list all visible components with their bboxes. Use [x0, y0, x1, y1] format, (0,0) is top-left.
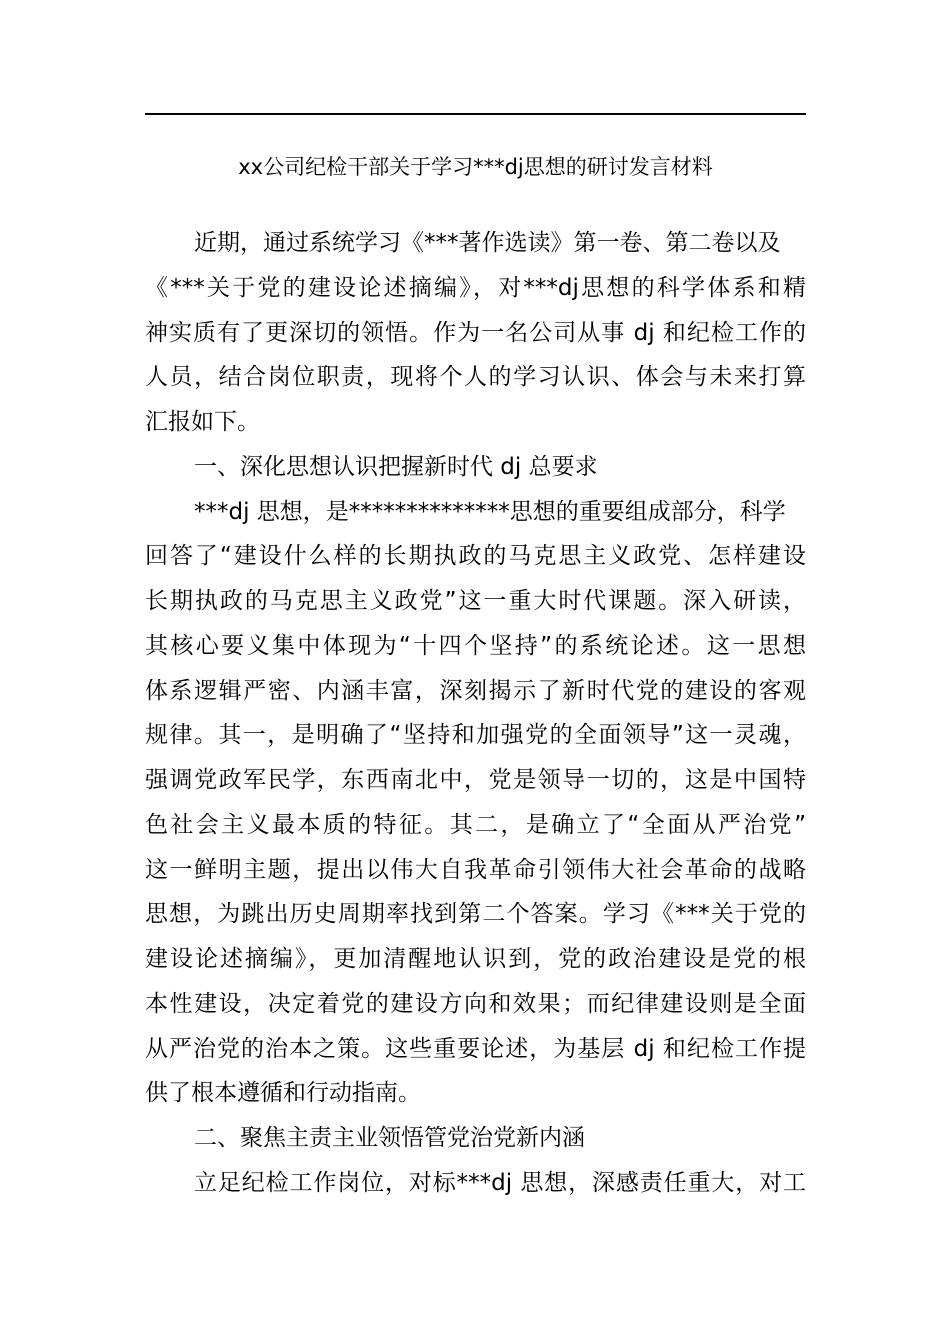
header-rule: [145, 113, 806, 115]
section-heading-1: 一、深化思想认识把握新时代 dj 总要求: [194, 454, 598, 480]
paragraph-2-line-6: 规律。其一，是明确了“坚持和加强党的全面领导”这一灵魂，: [145, 722, 806, 748]
paragraph-1-line-3: 神实质有了更深切的领悟。作为一名公司从事 dj 和纪检工作的: [145, 320, 806, 346]
paragraph-2-line-4: 其核心要义集中体现为“十四个坚持”的系统论述。这一思想: [145, 633, 806, 659]
paragraph-1-line-4: 人员，结合岗位职责，现将个人的学习认识、体会与未来打算: [145, 364, 806, 390]
paragraph-1-line-5: 汇报如下。: [145, 409, 260, 435]
paragraph-1-line-1: 近期，通过系统学习《***著作选读》第一卷、第二卷以及: [194, 230, 781, 256]
paragraph-2-line-14: 供了根本遵循和行动指南。: [145, 1080, 421, 1106]
paragraph-2-line-1: ***dj 思想，是**************思想的重要组成部分，科学: [194, 499, 786, 525]
paragraph-2-line-3: 长期执政的马克思主义政党”这一重大时代课题。深入研读，: [145, 588, 806, 614]
paragraph-3-line-1: 立足纪检工作岗位，对标***dj 思想，深感责任重大，对工: [194, 1170, 806, 1196]
paragraph-2-line-8: 色社会主义最本质的特征。其二，是确立了“全面从严治党”: [145, 812, 806, 838]
document-title: xx公司纪检干部关于学习***dj思想的研讨发言材料: [238, 155, 713, 179]
paragraph-2-line-9: 这一鲜明主题，提出以伟大自我革命引领伟大社会革命的战略: [145, 857, 806, 883]
paragraph-2-line-12: 本性建设，决定着党的建设方向和效果；而纪律建设则是全面: [145, 991, 806, 1017]
paragraph-2-line-11: 建设论述摘编》，更加清醒地认识到，党的政治建设是党的根: [145, 946, 806, 972]
section-heading-2: 二、聚焦主责主业领悟管党治党新内涵: [194, 1125, 585, 1151]
paragraph-2-line-5: 体系逻辑严密、内涵丰富，深刻揭示了新时代党的建设的客观: [145, 678, 806, 704]
paragraph-2-line-7: 强调党政军民学，东西南北中，党是领导一切的，这是中国特: [145, 767, 806, 793]
paragraph-2-line-13: 从严治党的治本之策。这些重要论述，为基层 dj 和纪检工作提: [145, 1036, 806, 1062]
paragraph-2-line-2: 回答了“建设什么样的长期执政的马克思主义政党、怎样建设: [145, 543, 806, 569]
paragraph-2-line-10: 思想，为跳出历史周期率找到第二个答案。学习《***关于党的: [145, 901, 806, 927]
paragraph-1-line-2: 《***关于党的建设论述摘编》，对***dj思想的科学体系和精: [145, 275, 806, 301]
